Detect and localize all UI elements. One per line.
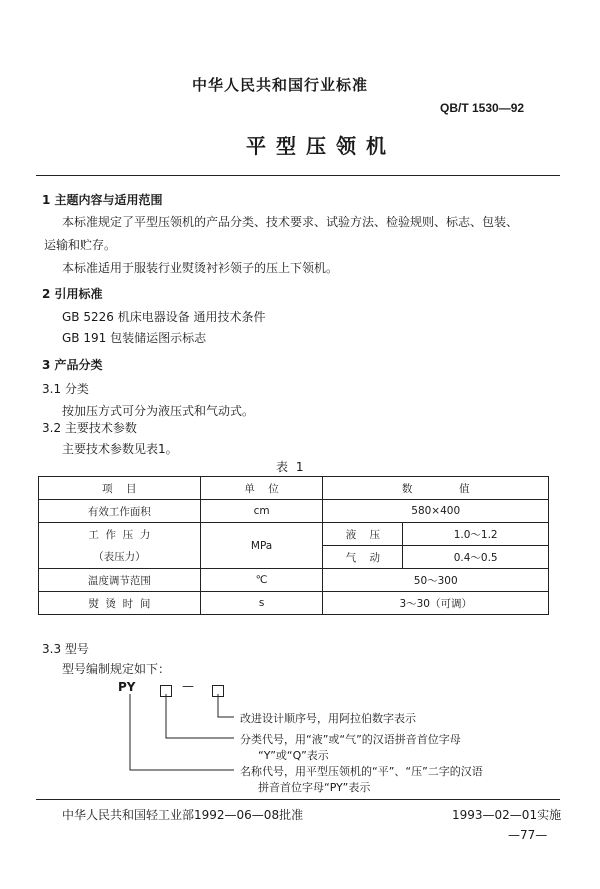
row-pressure-val-pneumatic: 0.4～0.5 [403,546,549,569]
row-area-unit: cm [200,500,323,523]
section-1-paragraph-1-cont: 运输和贮存。 [44,238,117,252]
row-pressure-item-note: （表压力） [93,550,146,563]
section-1-heading: 1 主题内容与适用范围 [42,193,163,207]
section-2-heading: 2 引用标准 [42,287,103,301]
row-temp-value: 50～300 [323,569,549,592]
row-pressure-val-hydraulic: 1.0～1.2 [403,523,549,546]
reference-gb5226: GB 5226 机床电器设备 通用技术条件 [62,310,266,324]
header-unit: 单 位 [200,477,323,500]
row-pressure-item: 工 作 压 力 [88,528,151,541]
model-label-sequence: 改进设计顺序号，用阿拉伯数字表示 [240,712,416,725]
approval-line: 中华人民共和国轻工业部1992—06—08批准 [62,808,304,822]
table-caption: 表 1 [276,460,306,474]
section-3-2-text: 主要技术参数见表1。 [62,442,178,456]
model-label-name-cont: 拼音首位字母“PY”表示 [258,781,371,794]
reference-gb191: GB 191 包装储运图示标志 [62,331,207,345]
model-prefix: PY [118,680,136,694]
section-3-3-heading: 3.3 型号 [42,642,89,656]
section-3-1-text: 按加压方式可分为液压式和气动式。 [62,404,255,418]
model-label-name: 名称代号，用平型压领机的“平”、“压”二字的汉语 [240,765,483,778]
effective-date: 1993—02—01实施 [452,808,562,822]
standard-org-heading: 中华人民共和国行业标准 [192,76,369,94]
section-3-1-heading: 3.1 分类 [42,382,89,396]
section-1-paragraph-1: 本标准规定了平型压领机的产品分类、技术要求、试验方法、检验规则、标志、包装、 [62,215,519,229]
document-title: 平型压领机 [246,134,396,158]
page-number: —77— [508,828,548,842]
header-item: 项 目 [39,477,201,500]
row-pressure-sub-pneumatic: 气 动 [323,546,403,569]
row-pressure-unit: MPa [200,523,323,569]
row-time-unit: s [200,592,323,615]
row-area-item: 有效工作面积 [39,500,201,523]
row-time-item: 熨 烫 时 间 [39,592,201,615]
section-3-3-text: 型号编制规定如下： [62,662,171,676]
header-value: 数 值 [323,477,549,500]
section-1-paragraph-2: 本标准适用于服装行业熨烫衬衫领子的压上下领机。 [62,261,339,275]
model-dash: — [182,679,194,693]
footer-rule [36,799,560,800]
model-label-class: 分类代号，用“液”或“气”的汉语拼音首位字母 [240,733,461,746]
row-time-value: 3～30（可调） [323,592,549,615]
row-temp-item: 温度调节范围 [39,569,201,592]
row-temp-unit: ℃ [200,569,323,592]
section-3-heading: 3 产品分类 [42,358,103,372]
section-3-2-heading: 3.2 主要技术参数 [42,421,137,435]
model-label-class-cont: “Y”或“Q”表示 [258,749,329,762]
row-pressure-sub-hydraulic: 液 压 [323,523,403,546]
standard-code: QB/T 1530—92 [440,101,525,115]
row-area-value: 580×400 [323,500,549,523]
